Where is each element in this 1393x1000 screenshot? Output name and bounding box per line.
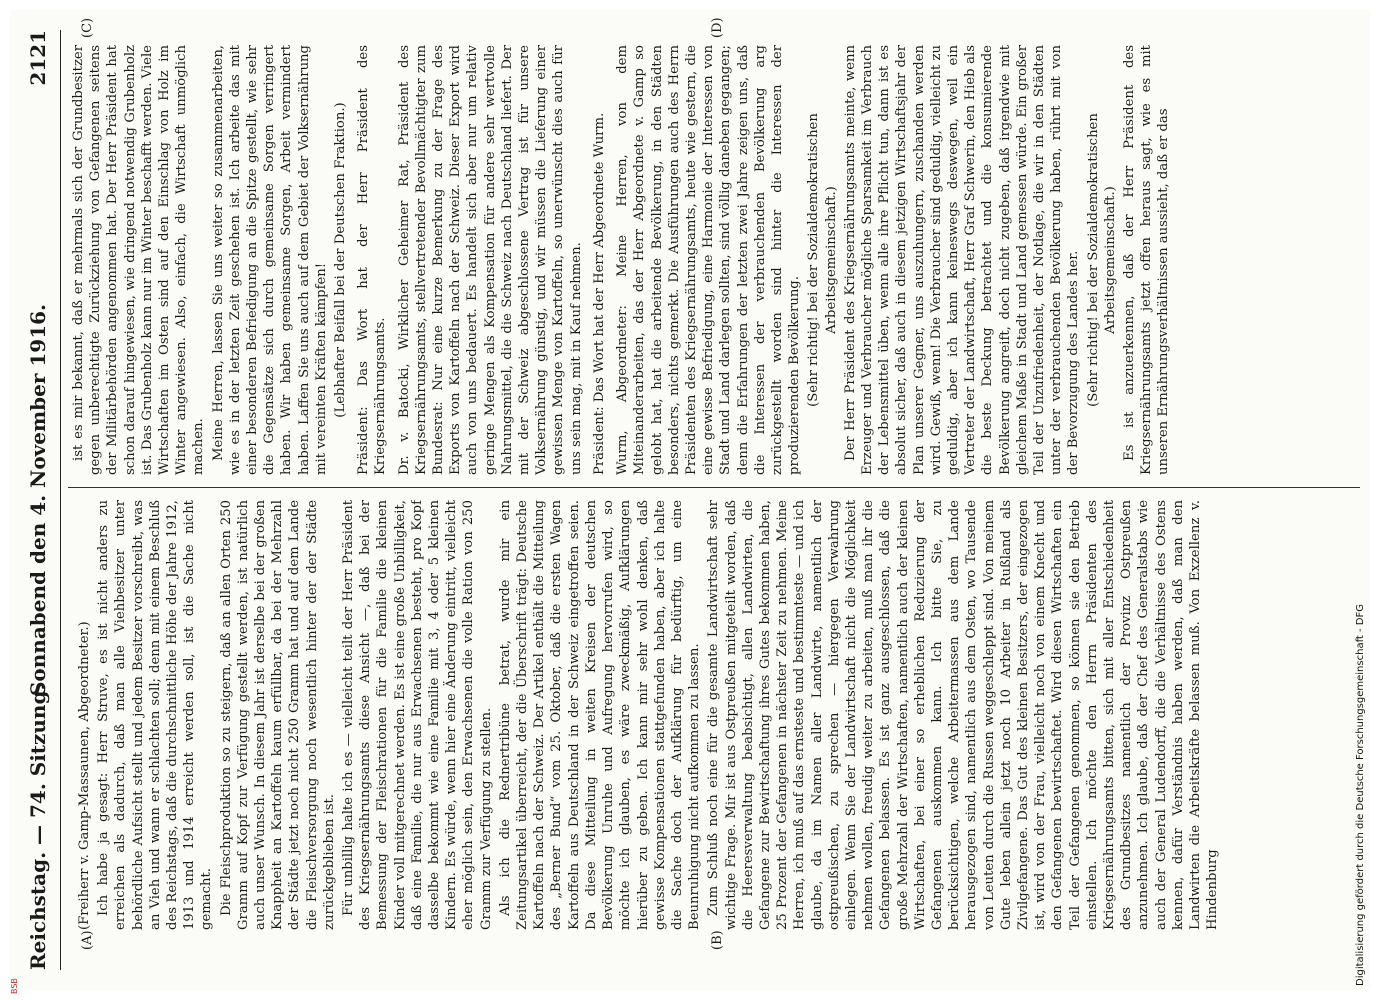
page-number: 2121 bbox=[26, 30, 50, 86]
interjection: (Lebhafter Beifall bei der Deutschen Fraktion.) bbox=[333, 102, 349, 418]
paragraph: Ich habe ja gesagt: Herr Struve, es ist nicht anders zu erreichen als dadurch, daß man alle Viehbesitzer unter behördliche Aufsicht stellt und jedem Besitzer vorschreibt, was an Vieh und wann er schlachten soll; denn mit einem Beschluß des Reichstags, daß die durchschnittliche Höhe der Jahre 1912, 1913 und 1914 erreicht werden soll, ist die Sache nicht gemacht. bbox=[96, 500, 215, 930]
margin-marker-b: (B) bbox=[710, 930, 725, 950]
right-text-column bbox=[70, 45, 1360, 475]
margin-marker-a: (A) bbox=[80, 930, 95, 950]
speaker-paragraph: Präsident: Das Wort hat der Herr Präsident des Kriegsernährungsamts. bbox=[356, 45, 389, 475]
speaker-paragraph: Wurm, Abgeordneter: Meine Herren, von dem Miteinanderarbeiten, das der Herr Abgeordnete v. Gamp so gelobt hat, hat die arbeitende Bevölkerung, in den Städten besonders, nichts gemerkt. Die Ausführungen auch des Herrn Präsidenten des Kriegsernährungsamts, heute wie gestern, die eine gewisse Befriedigung, eine Harmonie der Interessen von Stadt und Land darlegen sollten, sind völlig daneben gegangen; denn die Erfahrungen der letzten zwei Jahre zeigen uns, daß die Interessen der verbrauchenden Bevölkerung arg zurückgestellt worden sind hinter die Interessen der produzierenden Bevölkerung. bbox=[615, 45, 803, 475]
rotated-page-content bbox=[10, 10, 1370, 990]
library-mark bbox=[10, 970, 34, 994]
library-mark-text: BSB bbox=[10, 978, 19, 994]
dfg-stamp-text: Digitalisierung gefördert durch die Deutsche Forschungsgemeinschaft - DFG bbox=[1355, 603, 1366, 986]
paragraph: Es ist anzuerkennen, daß der Herr Präsident des Kriegsernährungsamts jetzt offen heraus sagt, wie es mit unseren Ernährungsverhältnissen aussieht, daß er das bbox=[1121, 45, 1172, 475]
paragraph: Zum Schluß noch eine für die gesamte Landwirtschaft sehr wichtige Frage. Mir ist aus Ostpreußen mitgeteilt worden, daß die Heeresverwaltung beabsichtigt, allen Landwirten, die Gefangene zur Bewirtschaftung ihres Gutes bekommen haben, 25 Prozent der Gefangenen in nächster Zeit zu nehmen. Meine Herren, ich muß auf das ernsteste und bestimmteste — und ich glaube, da im Namen aller Landwirte, namentlich der ostpreußischen, zu sprechen — hiergegen Verwahrung einlegen. Wenn Sie der Landwirtschaft nicht die Möglichkeit nehmen wollen, freudig weiter zu arbeiten, muß man ihr die Gefangenen belassen. Es ist ganz ausgeschlossen, daß die große Mehrzahl der Wirtschaften, namentlich auch der kleinen Wirtschaften, bei einer so erheblichen Reduzierung der Gefangenen auskommen kann. Ich bitte Sie, zu berücksichtigen, welche Arbeitermassen aus dem Lande herausgezogen sind, namentlich aus dem Osten, wo Tausende von Leuten durch die Russen weggeschleppt sind. Von meinem Gute leben allein jetzt noch 10 Arbeiter in Rußland als Zivilgefangene. Das Gut des kleinen Besitzers, der eingezogen ist, wird von der Frau, vielleicht noch von einem Knecht und den Gefangenen bewirtschaftet. Wird diesen Wirtschaften ein Teil der Gefangenen genommen, so können sie den Betrieb einstellen. Ich möchte den Herrn Präsidenten des Kriegsernährungsamts bitten, sich mit aller Entschiedenheit des Grundbesitzes namentlich der Provinz Ostpreußen anzunehmen. Ich glaube, daß der Chef des Generalstabs wie auch der General Ludendorff, die die Verhältnisse des Ostens kennen, dafür Verständnis haben werden, daß man den Landwirten die Arbeitskräfte belassen muß. Von Exzellenz v. Hindenburg bbox=[706, 500, 1221, 930]
paragraph: Meine Herren, lassen Sie uns weiter so zusammenarbeiten, wie es in der letzten Zeit geschehen ist. Ich arbeite das mit einer besonderen Befriedigung an die Spitze gestellt, wie sehr die Gegensätze sich durch gemeinsame Sorgen verringert haben. Wir haben gemeinsame Sorgen, Arbeit vermindert haben. Laffen Sie uns auch auf dem Gebiet der Volksernährung mit vereinten Kräften kämpfen! bbox=[210, 45, 329, 475]
paragraph: Für unbillig halte ich es — vielleicht teilt der Herr Präsident des Kriegsernährungsamts diese Ansicht —, daß bei der Bemessung der Fleischrationen für die Familie die kleinen Kinder voll mitgerechnet werden. Es ist eine große Unbilligkeit, daß eine Familie, die nur aus Erwachsenen besteht, pro Kopf dasselbe bekommt wie eine Familie mit 3, 4 oder 5 kleinen Kindern. Es würde, wenn hier eine Änderung eintritt, vielleicht eher möglich sein, den Erwachsenen die volle Ration von 250 Gramm zur Verfügung zu stellen. bbox=[341, 500, 494, 930]
header-left: Reichstag. — 74. Sitzung. bbox=[26, 683, 50, 970]
column-divider bbox=[68, 487, 1360, 488]
interjection: (Sehr richtig! bei der Sozialdemokratischen Arbeitsgemeinschaft.) bbox=[1085, 113, 1118, 407]
margin-marker-d: (D) bbox=[710, 17, 725, 38]
left-text-column bbox=[70, 500, 1360, 930]
header-center: Sonnabend den 4. November 1916. bbox=[26, 303, 50, 697]
paragraph: Der Herr Präsident des Kriegsernährungsamts meinte, wenn Erzeuger und Verbraucher mögliche Sparsamkeit im Verbrauch der Lebensmittel üben, wenn alle ihre Pflicht tun, dann ist es absolut sicher, daß auch in diesem jetzigen Wirtschaftsjahr der Plan unserer Gegner, uns auszuhungern, zuschanden werden wird. Gewiß, wenn! Die Verbraucher sind geduldig, vielleicht zu geduldig, aber ich kann keineswegs deswegen, weil ein Vertreter der Landwirtschaft, Herr Graf Schwerin, den Hieb als die beste Deckung betrachtet und die konsumierende Bevölkerung angreift, doch nicht zugeben, daß irgendwie mit gleichem Maße in Stadt und Land gemessen würde. Ein großer Teil der Unzufriedenheit, der Notlage, die wir in den Städten unter der verbrauchenden Bevölkerung haben, rührt mit von der Bevorzugung des Landes her. bbox=[842, 45, 1082, 475]
speaker-paragraph: (Freiherr v. Gamp-Massaunen, Abgeordneter.) bbox=[77, 621, 92, 930]
dfg-stamp bbox=[1352, 30, 1370, 990]
margin-marker-c: (C) bbox=[80, 17, 95, 38]
paragraph: Die Fleischproduktion so zu steigern, daß an allen Orten 250 Gramm auf Kopf zur Verfügung gestellt werden, ist natürlich auch unser Wunsch. In diesem Jahr ist derselbe bei der großen Knappheit an Kartoffeln kaum erfüllbar, da bei der Mehrzahl der Städte jetzt noch nicht 250 Gramm hat und auf dem Lande die Fleischversorgung noch wesentlich hinter der der Städte zurückgeblieben ist. bbox=[218, 500, 337, 930]
paragraph: Als ich die Rednertribüne betrat, wurde mir ein Zeitungsartikel überreicht, der die Überschrift trägt: Deutsche Kartoffeln nach der Schweiz. Der Artikel enthält die Mitteilung des „Berner Bund“ vom 25. Oktober, daß die ersten Wagen Kartoffeln aus Deutschland in der Schweiz eingetroffen seien. Da diese Mitteilung in weiten Kreisen der deutschen Bevölkerung Unruhe und Aufregung hervorrufen wird, so möchte ich glauben, es wäre zweckmäßig, Aufklärungen hierüber zu geben. Ich kann mir sehr wohl denken, daß gewisse Kompensationen stattgefunden haben, aber ich halte die Sache doch der Aufklärung für bedürftig, um eine Beunruhigung nicht aufkommen zu lassen. bbox=[497, 500, 703, 930]
speaker-paragraph: Dr. v. Batocki, Wirklicher Geheimer Rat, Präsident des Kriegsernährungsamts, stellvertretender Bevollmächtigter zum Bundesrat: Nur eine kurze Bemerkung zu der Frage des Exports von Kartoffeln nach der Schweiz. Dieser Export wird auch von uns bedauert. Es handelt sich aber nur um relativ geringe Mengen als Kompensation für andere sehr wertvolle Nahrungsmittel, die die Schweiz nach Deutschland liefert. Der mit der Schweiz abgeschlossene Vertrag ist für unsere Volksernährung günstig, und wir müssen die Lieferung einer gewissen Menge von Kartoffeln, so unerwünscht dies auch für uns sein mag, mit in Kauf nehmen. bbox=[396, 45, 584, 475]
page-header bbox=[20, 30, 61, 970]
speaker-paragraph: Präsident: Das Wort hat der Herr Abgeordnete Wurm. bbox=[591, 112, 607, 475]
interjection: (Sehr richtig! bei der Sozialdemokratischen Arbeitsgemeinschaft.) bbox=[806, 113, 839, 407]
scanned-page bbox=[10, 10, 1370, 994]
paragraph: ist es mir bekannt, daß er mehrmals sich der Grundbesitzer gegen unberechtigte Zurückziehung von Gefangenen seitens der Militärbehörden angenommen hat. Der Herr Präsident hat schon darauf hingewiesen, wie dringend notwendig Grubenholz ist. Das Grubenholz kann nur im Winter beschafft werden. Viele Wirtschaften im Osten sind auf den Einschlag von Holz im Winter angewiesen. Also, einfach, die Wirtschaft unmöglich machen. bbox=[71, 45, 207, 475]
